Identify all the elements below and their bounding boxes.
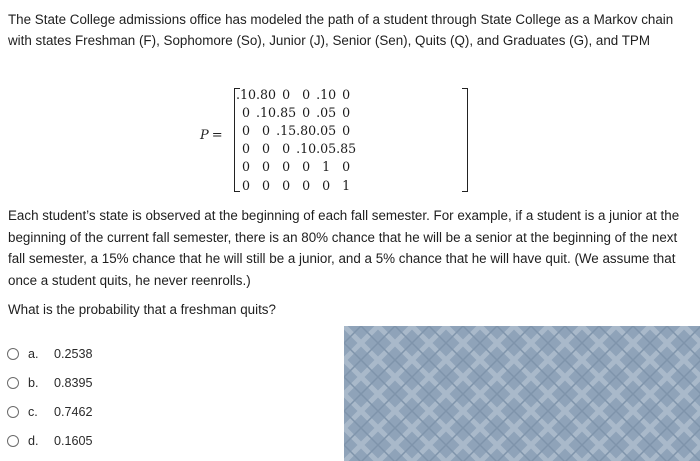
option-d[interactable] [7,432,93,450]
radio-icon[interactable] [7,377,19,389]
option-value: 0.7462 [54,405,93,419]
matrix-row [236,176,356,194]
matrix-symbol: P [200,128,209,143]
matrix-cell: 0 [302,177,311,193]
matrix-cell: .85 [336,141,357,157]
matrix-row [236,85,356,103]
matrix-cell: 0 [242,104,251,120]
matrix-cell: .85 [276,104,297,120]
matrix-cell: 0 [282,159,291,175]
matrix-cell: 1 [322,159,331,175]
matrix-cell: .80 [256,86,277,102]
matrix-cell: .15 [276,122,297,138]
matrix-cell: .05 [316,141,337,157]
matrix-cell: 0 [342,104,351,120]
option-letter: a. [28,347,39,361]
question-details: Each student’s state is observed at the beginning of each fall semester. For example, if a student is a junior at the beginning of the current fall semester, there is an 80% chance that he will be a senior at the beginning of the next fall semester, a 15% chance that he will still be a junior, and a 5% chance that he will have quit. (We assume that once a student quits, he never reenrolls.) [8,208,680,288]
matrix-cell: 0 [302,86,311,102]
radio-icon[interactable] [7,348,19,360]
option-letter: d. [28,434,39,448]
matrix-cell: 0 [242,159,251,175]
option-c[interactable] [7,403,93,421]
matrix-cell: 0 [282,86,291,102]
matrix-cell: 0 [322,177,331,193]
question-intro: The State College admissions office has modeled the path of a student through State College as a Markov chain with states Freshman (F), Sophomore (So), Junior (J), Senior (Sen), Quits (Q), and Graduates (G), and TPM [8,12,674,48]
matrix-cell: 0 [282,177,291,193]
option-value: 0.8395 [54,376,93,390]
matrix-cell: .10 [296,141,317,157]
option-letter: c. [28,405,38,419]
matrix-cell: 0 [262,159,271,175]
option-value: 0.2538 [54,347,93,361]
matrix-cell: 0 [302,104,311,120]
matrix-cell: .05 [316,122,337,138]
matrix-label [200,128,223,143]
option-a[interactable] [7,345,93,363]
option-b[interactable] [7,374,93,392]
matrix-cell: 0 [342,122,351,138]
matrix-cell: 0 [282,141,291,157]
radio-icon[interactable] [7,435,19,447]
matrix-cell: .05 [316,104,337,120]
matrix-cell: .10 [236,86,257,102]
matrix-cell: 0 [302,159,311,175]
matrix-cell: 0 [262,177,271,193]
matrix-equals: = [211,128,223,143]
matrix-cell: 0 [262,141,271,157]
matrix-cell: 0 [342,159,351,175]
matrix-right-bracket [462,88,468,192]
matrix-table [236,85,356,194]
matrix-cell: 0 [242,177,251,193]
option-letter: b. [28,376,39,390]
watermark-pattern [344,326,700,461]
matrix-cell: .10 [256,104,277,120]
matrix-cell: 0 [342,86,351,102]
matrix-cell: .10 [316,86,337,102]
matrix-row [236,140,356,158]
matrix-cell: .80 [296,122,317,138]
option-value: 0.1605 [54,434,93,448]
matrix-cell: 1 [342,177,351,193]
question-prompt: What is the probability that a freshman quits? [8,302,276,317]
radio-icon[interactable] [7,406,19,418]
matrix-row [236,103,356,121]
answers-area [0,326,700,461]
matrix-cell: 0 [262,122,271,138]
matrix-row [236,158,356,176]
matrix-cell: 0 [242,122,251,138]
matrix-row [236,121,356,139]
matrix-cell: 0 [242,141,251,157]
